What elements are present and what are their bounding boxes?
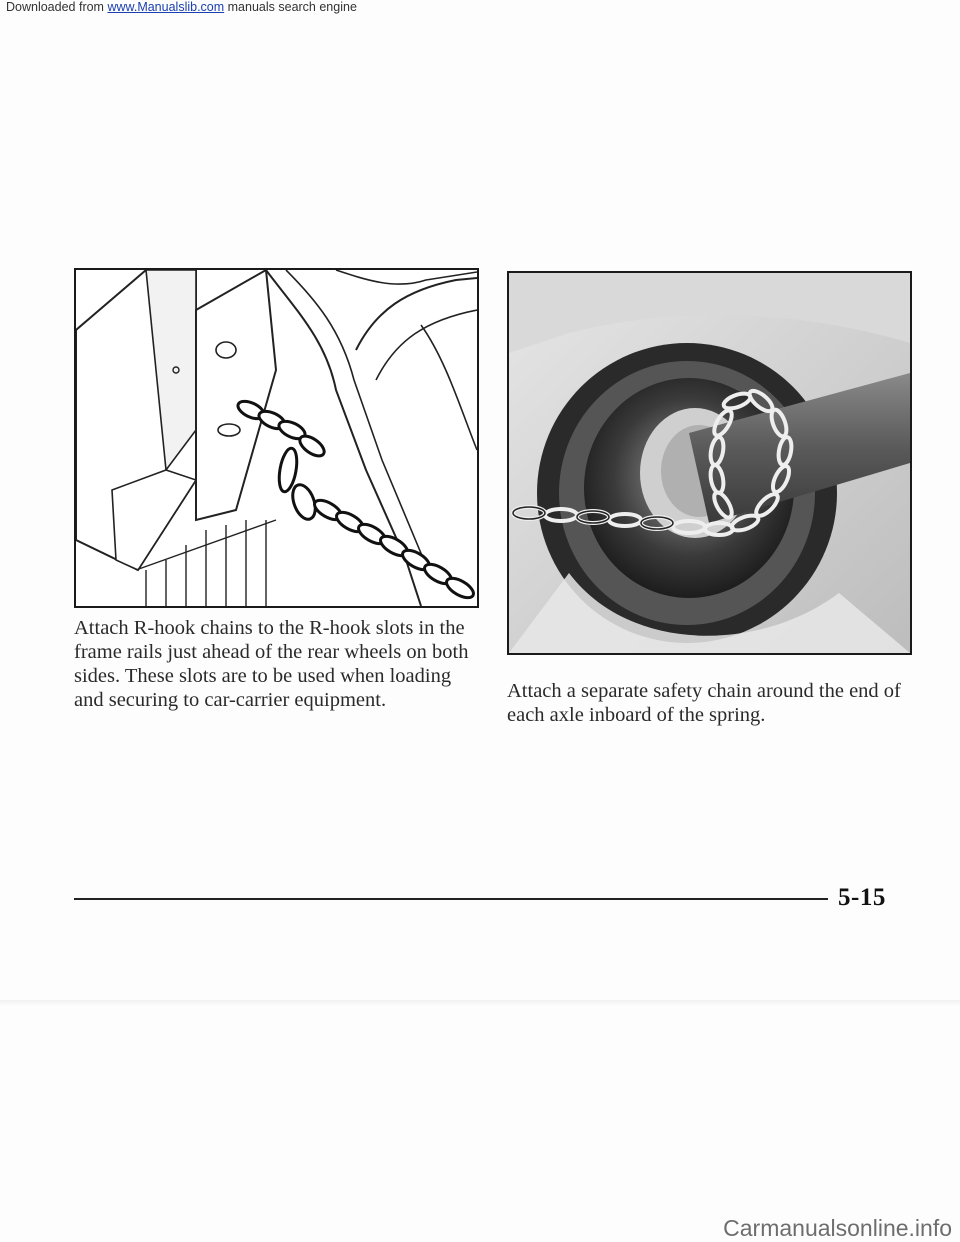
rhook-illustration: [76, 270, 477, 606]
watermark-prefix: Downloaded from: [6, 0, 108, 14]
page-number: 5-15: [838, 884, 886, 911]
manualslib-link[interactable]: www.Manualslib.com: [107, 0, 225, 14]
footer-rule: [74, 898, 828, 900]
figure-axle-safety-chain: [507, 271, 912, 655]
watermark-suffix: manuals search engine: [224, 0, 357, 14]
axle-chain-illustration: [509, 273, 910, 653]
download-watermark: [6, 0, 357, 14]
figure-rhook-frame-rail: [74, 268, 479, 608]
caption-rhook-chains: Attach R-hook chains to the R-hook slots in the frame rails just ahead of the rear wheels on both sides. These slots are to be used when loading and securing to car-carrier equipment.: [74, 617, 469, 711]
caption-safety-chain: Attach a separate safety chain around the end of each axle inboard of the spring.: [507, 680, 901, 726]
carmanualsonline-watermark: Carmanualsonline.info: [723, 1215, 952, 1241]
scan-edge-shadow: [0, 1000, 960, 1006]
